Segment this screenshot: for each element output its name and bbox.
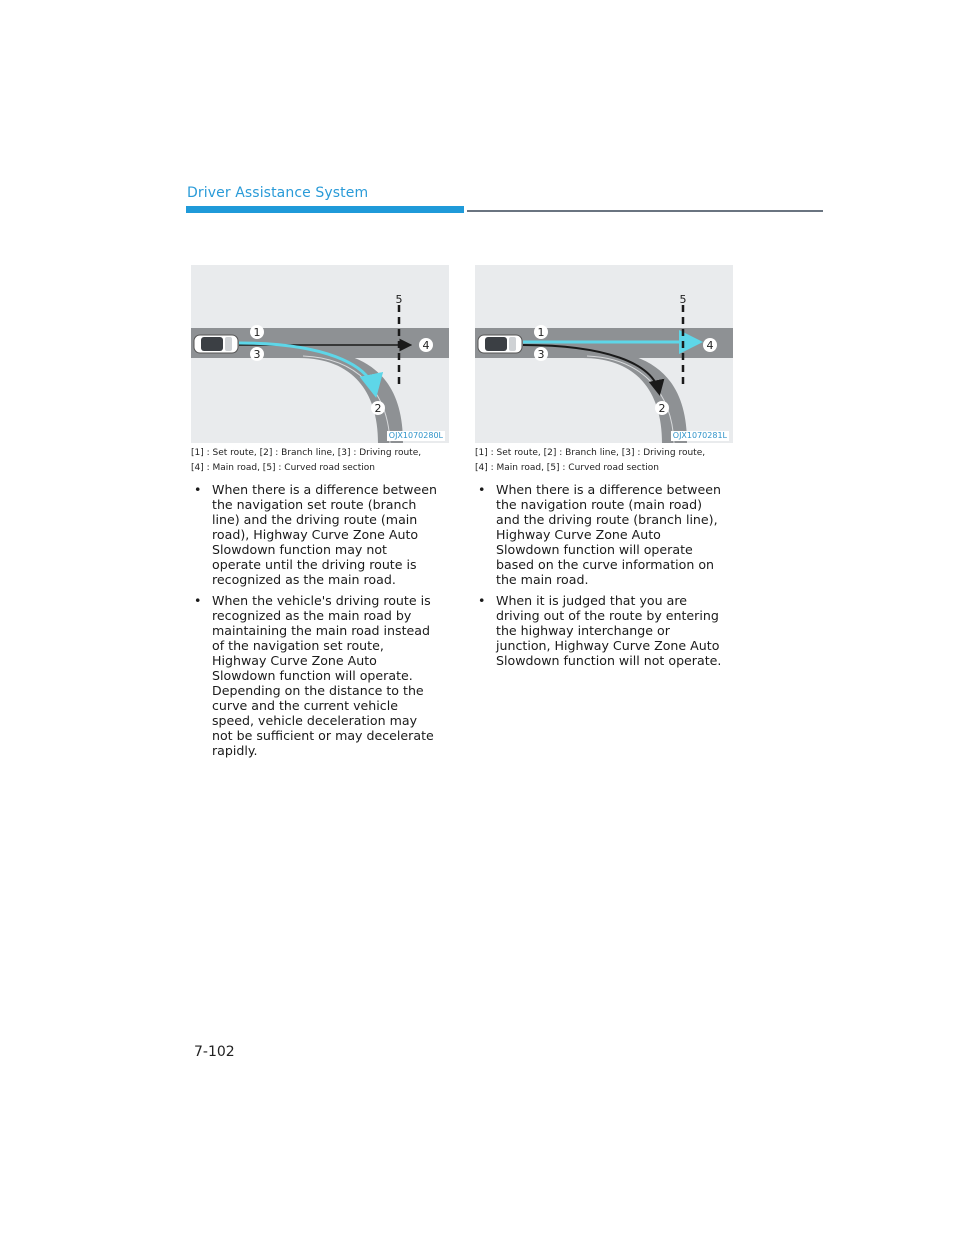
callout-5 (396, 293, 403, 306)
callout-1 (250, 325, 264, 339)
branch-road (583, 349, 687, 443)
callout-3 (250, 347, 264, 361)
list-item: • When the vehicle's driving route is recognized as the main road by maintaining the main road instead of the navigation set route, Highway Curve Zone Auto Slowdown function will operate. Depending on the distance to the curve and the current vehicle speed, vehicle deceleration may not be sufficient or may decelerate rapidly. (194, 593, 434, 758)
section-title: Driver Assistance System (187, 185, 369, 201)
road-diagram-1 (191, 265, 449, 443)
callout-5 (680, 293, 687, 306)
right-bullet-list (474, 482, 724, 674)
header-rule-gray (467, 210, 823, 212)
car-icon (478, 335, 522, 353)
caption-line: [1] : Set route, [2] : Branch line, [3] : Driving route, (191, 448, 422, 458)
figure-code: OJX1070280L (388, 431, 443, 440)
svg-text:2: 2 (658, 402, 666, 415)
header-rule-blue (186, 206, 464, 213)
page-number: 7-102 (194, 1044, 235, 1060)
caption-line: [1] : Set route, [2] : Branch line, [3] : Driving route, (475, 448, 706, 458)
svg-text:2: 2 (374, 402, 382, 415)
list-item: • When it is judged that you are driving out of the route by entering the highway interchange or junction, Highway Curve Zone Auto Slowdown function will not operate. (478, 593, 722, 668)
road-diagram-2 (475, 265, 733, 443)
bullet-icon: • (194, 593, 202, 608)
callout-4 (703, 338, 717, 352)
left-bullet-list (190, 482, 440, 764)
svg-text:3: 3 (537, 348, 545, 361)
figure-caption (475, 446, 745, 476)
callout-4 (419, 338, 433, 352)
callout-3 (534, 347, 548, 361)
svg-text:1: 1 (253, 326, 261, 339)
list-item: • When there is a difference between the navigation set route (branch line) and the driving route (main road), Highway Curve Zone Auto Slowdown function may not operate until the driving route is recognized as the main road. (194, 482, 437, 587)
figure-set-route-main (475, 265, 733, 443)
bullet-icon: • (478, 482, 486, 497)
figure-code: OJX1070281L (672, 431, 727, 440)
list-item: • When there is a difference between the navigation route (main road) and the driving route (branch line), Highway Curve Zone Auto Slowdown function will operate based on the curve information on the main road. (478, 482, 721, 587)
callout-2 (655, 401, 669, 415)
svg-text:5: 5 (679, 293, 687, 306)
caption-line: [4] : Main road, [5] : Curved road section (475, 463, 659, 473)
bullet-icon: • (478, 593, 486, 608)
svg-text:4: 4 (706, 339, 714, 352)
bullet-icon: • (194, 482, 202, 497)
svg-text:3: 3 (253, 348, 261, 361)
figure-set-route-branch (191, 265, 449, 443)
caption-line: [4] : Main road, [5] : Curved road section (191, 463, 375, 473)
callout-2 (371, 401, 385, 415)
car-icon (194, 335, 238, 353)
svg-text:1: 1 (537, 326, 545, 339)
callout-1 (534, 325, 548, 339)
figure-caption (191, 446, 461, 476)
svg-text:4: 4 (422, 339, 430, 352)
svg-text:5: 5 (395, 293, 403, 306)
